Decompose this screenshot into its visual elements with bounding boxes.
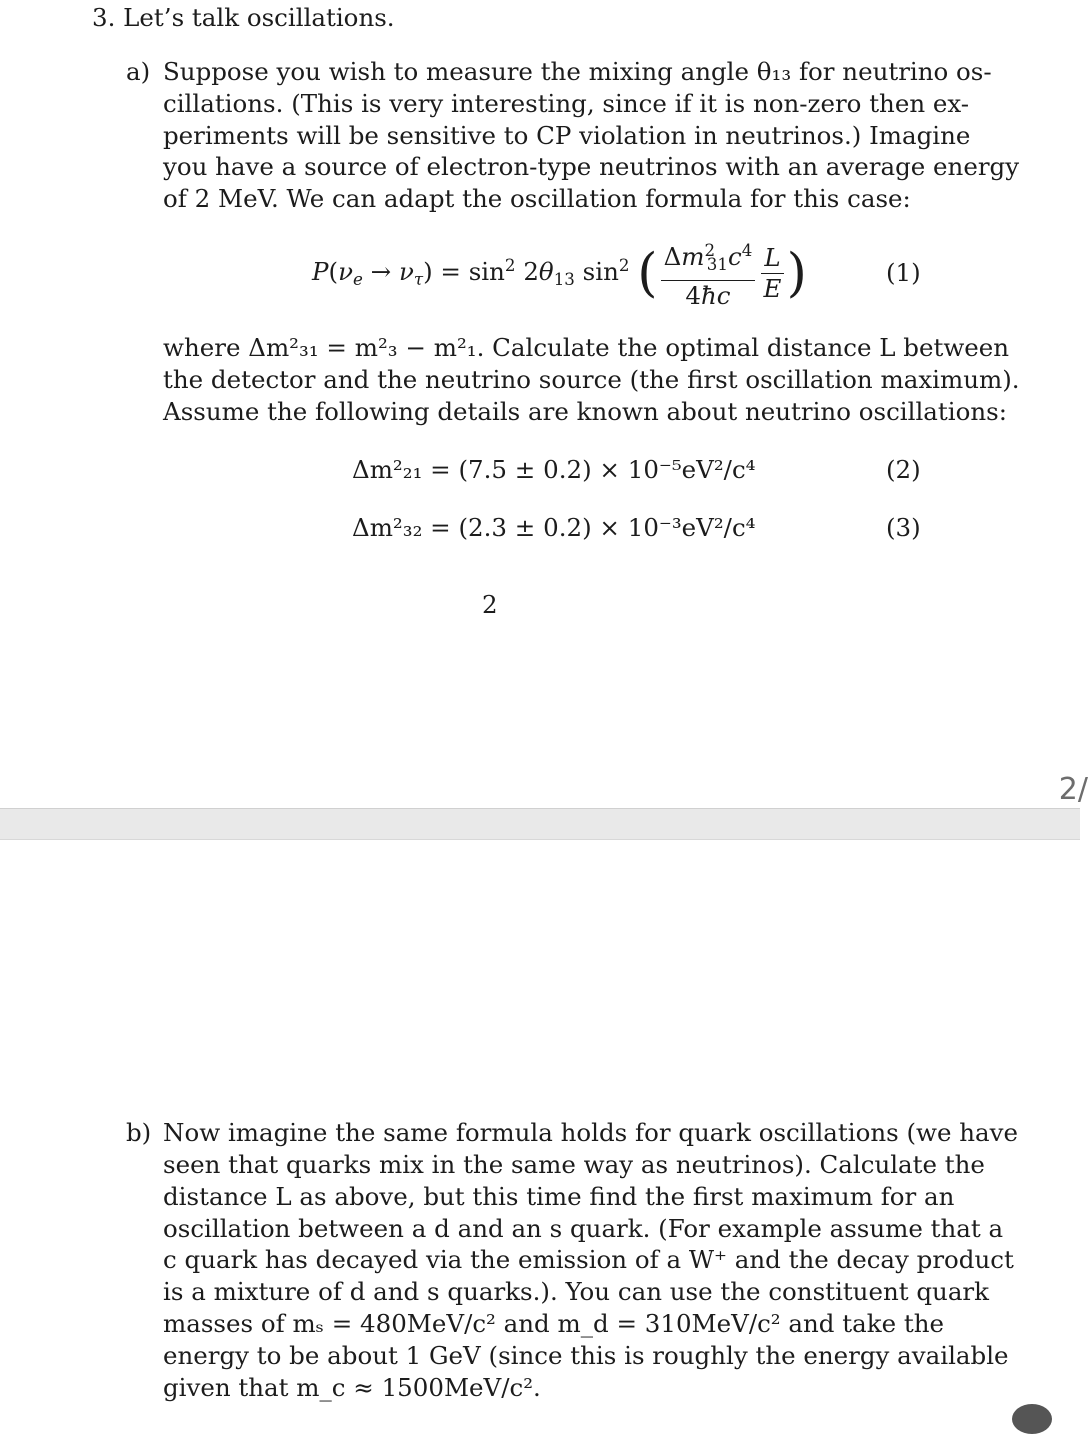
part-b-label: b) <box>126 1118 152 1147</box>
part-a-after-line-1: where Δm²₃₁ = m²₃ − m²₁. Calculate the optimal distance L between <box>163 333 1010 362</box>
part-b-line-1: Now imagine the same formula holds for quark oscillations (we have <box>163 1118 1018 1147</box>
page-separator <box>0 808 1080 840</box>
part-a-line-5: of 2 MeV. We can adapt the oscillation formula for this case: <box>163 184 911 213</box>
part-b-line-5: c quark has decayed via the emission of a W⁺ and the decay product <box>163 1245 1014 1274</box>
part-a-after-line-2: the detector and the neutrino source (the first oscillation maximum). <box>163 365 1020 394</box>
equation-1-number: (1) <box>886 258 921 287</box>
equation-3-number: (3) <box>886 513 921 542</box>
part-b-line-2: seen that quarks mix in the same way as neutrinos). Calculate the <box>163 1150 985 1179</box>
question-heading: 3. Let’s talk oscillations. <box>92 3 395 32</box>
part-b-line-6: is a mixture of d and s quarks.). You can use the constituent quark <box>163 1277 989 1306</box>
part-b-line-9: given that m_c ≈ 1500MeV/c². <box>163 1373 541 1402</box>
part-b-line-8: energy to be about 1 GeV (since this is roughly the energy available <box>163 1341 1009 1370</box>
part-b-line-4: oscillation between a d and an s quark. (For example assume that a <box>163 1214 1004 1243</box>
part-a-after-line-3: Assume the following details are known about neutrino oscillations: <box>163 397 1007 426</box>
equation-2: Δm²₂₁ = (7.5 ± 0.2) × 10⁻⁵eV²/c⁴ <box>352 455 756 484</box>
part-b-line-7: masses of mₛ = 480MeV/c² and m_d = 310MeV/c² and take the <box>163 1309 944 1338</box>
part-b-line-3: distance L as above, but this time find the first maximum for an <box>163 1182 955 1211</box>
part-a-line-1: Suppose you wish to measure the mixing angle θ₁₃ for neutrino os- <box>163 57 992 86</box>
equation-1: $P(\nu_e \to \nu_\tau) = \sin^2 2\theta_{13}$ $\sin^2$ ( $\frac{\Delta m^2_{31}c^4}{4ħc}$ $\frac{L}{E}$ ) <box>312 236 807 311</box>
part-a-line-4: you have a source of electron-type neutrinos with an average energy <box>163 152 1020 181</box>
equation-2-number: (2) <box>886 455 921 484</box>
scroll-handle[interactable] <box>1012 1404 1052 1434</box>
page-number: 2 <box>482 590 498 619</box>
part-a-label: a) <box>126 57 151 86</box>
page-indicator: 2/ <box>1058 772 1088 807</box>
equation-3: Δm²₃₂ = (2.3 ± 0.2) × 10⁻³eV²/c⁴ <box>352 513 756 542</box>
part-a-line-3: periments will be sensitive to CP violation in neutrinos.) Imagine <box>163 121 971 150</box>
part-a-line-2: cillations. (This is very interesting, since if it is non-zero then ex- <box>163 89 970 118</box>
document-page-2 <box>0 840 1080 1412</box>
